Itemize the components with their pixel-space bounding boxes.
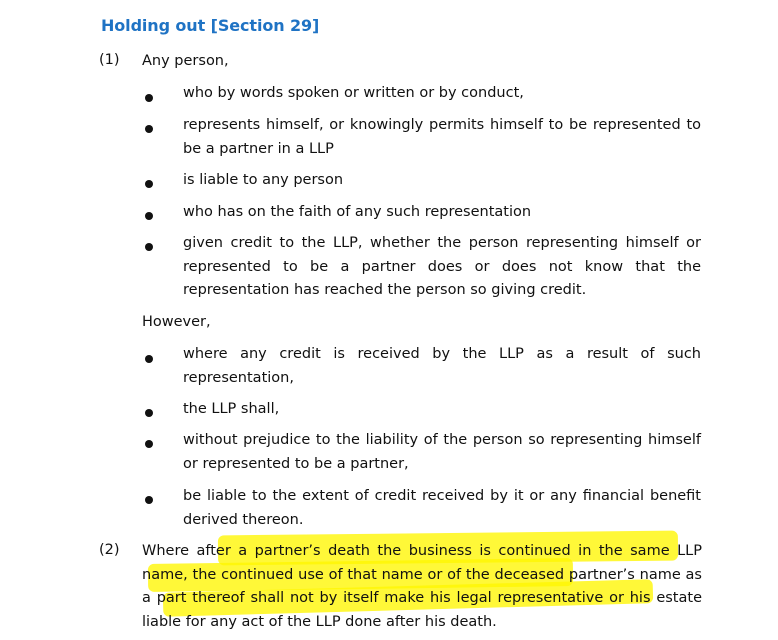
bullet-icon — [145, 409, 153, 417]
list-item: the LLP shall, — [183, 401, 280, 417]
list-item: represents himself, or knowingly permits himself to be represented to be a partner in a LLP — [183, 117, 701, 157]
bullet-icon — [145, 440, 153, 448]
clause-1-intro: Any person, — [142, 53, 229, 69]
however-text: However, — [142, 314, 211, 330]
clause-1-number: (1) — [99, 52, 120, 68]
bullet-icon — [145, 496, 153, 504]
bullet-icon — [145, 125, 153, 133]
clause-2-number: (2) — [99, 542, 120, 558]
list-item: be liable to the extent of credit received by it or any financial benefit derived thereon. — [183, 488, 701, 528]
clause-2-text: Where after a partner’s death the business is continued in the same LLP name, the continued use of that name or of the deceased partner’s name as a part thereof shall not by itself make his legal representative or his estate liable for any act of the LLP done after his death. — [142, 543, 702, 630]
list-item: who by words spoken or written or by conduct, — [183, 85, 524, 101]
bullet-icon — [145, 243, 153, 251]
list-item: who has on the faith of any such representation — [183, 204, 532, 220]
bullet-icon — [145, 212, 153, 220]
bullet-icon — [145, 180, 153, 188]
bullet-icon — [145, 355, 153, 363]
list-item: where any credit is received by the LLP as a result of such representation, — [183, 346, 701, 386]
list-item: given credit to the LLP, whether the person representing himself or represented to be a partner does or does not know that the representation has reached the person so giving credit. — [183, 235, 701, 298]
section-heading: Holding out [Section 29] — [101, 16, 320, 35]
list-item: is liable to any person — [183, 172, 344, 188]
bullet-icon — [145, 94, 153, 102]
list-item: without prejudice to the liability of the person so representing himself or represented to be a partner, — [183, 432, 701, 472]
